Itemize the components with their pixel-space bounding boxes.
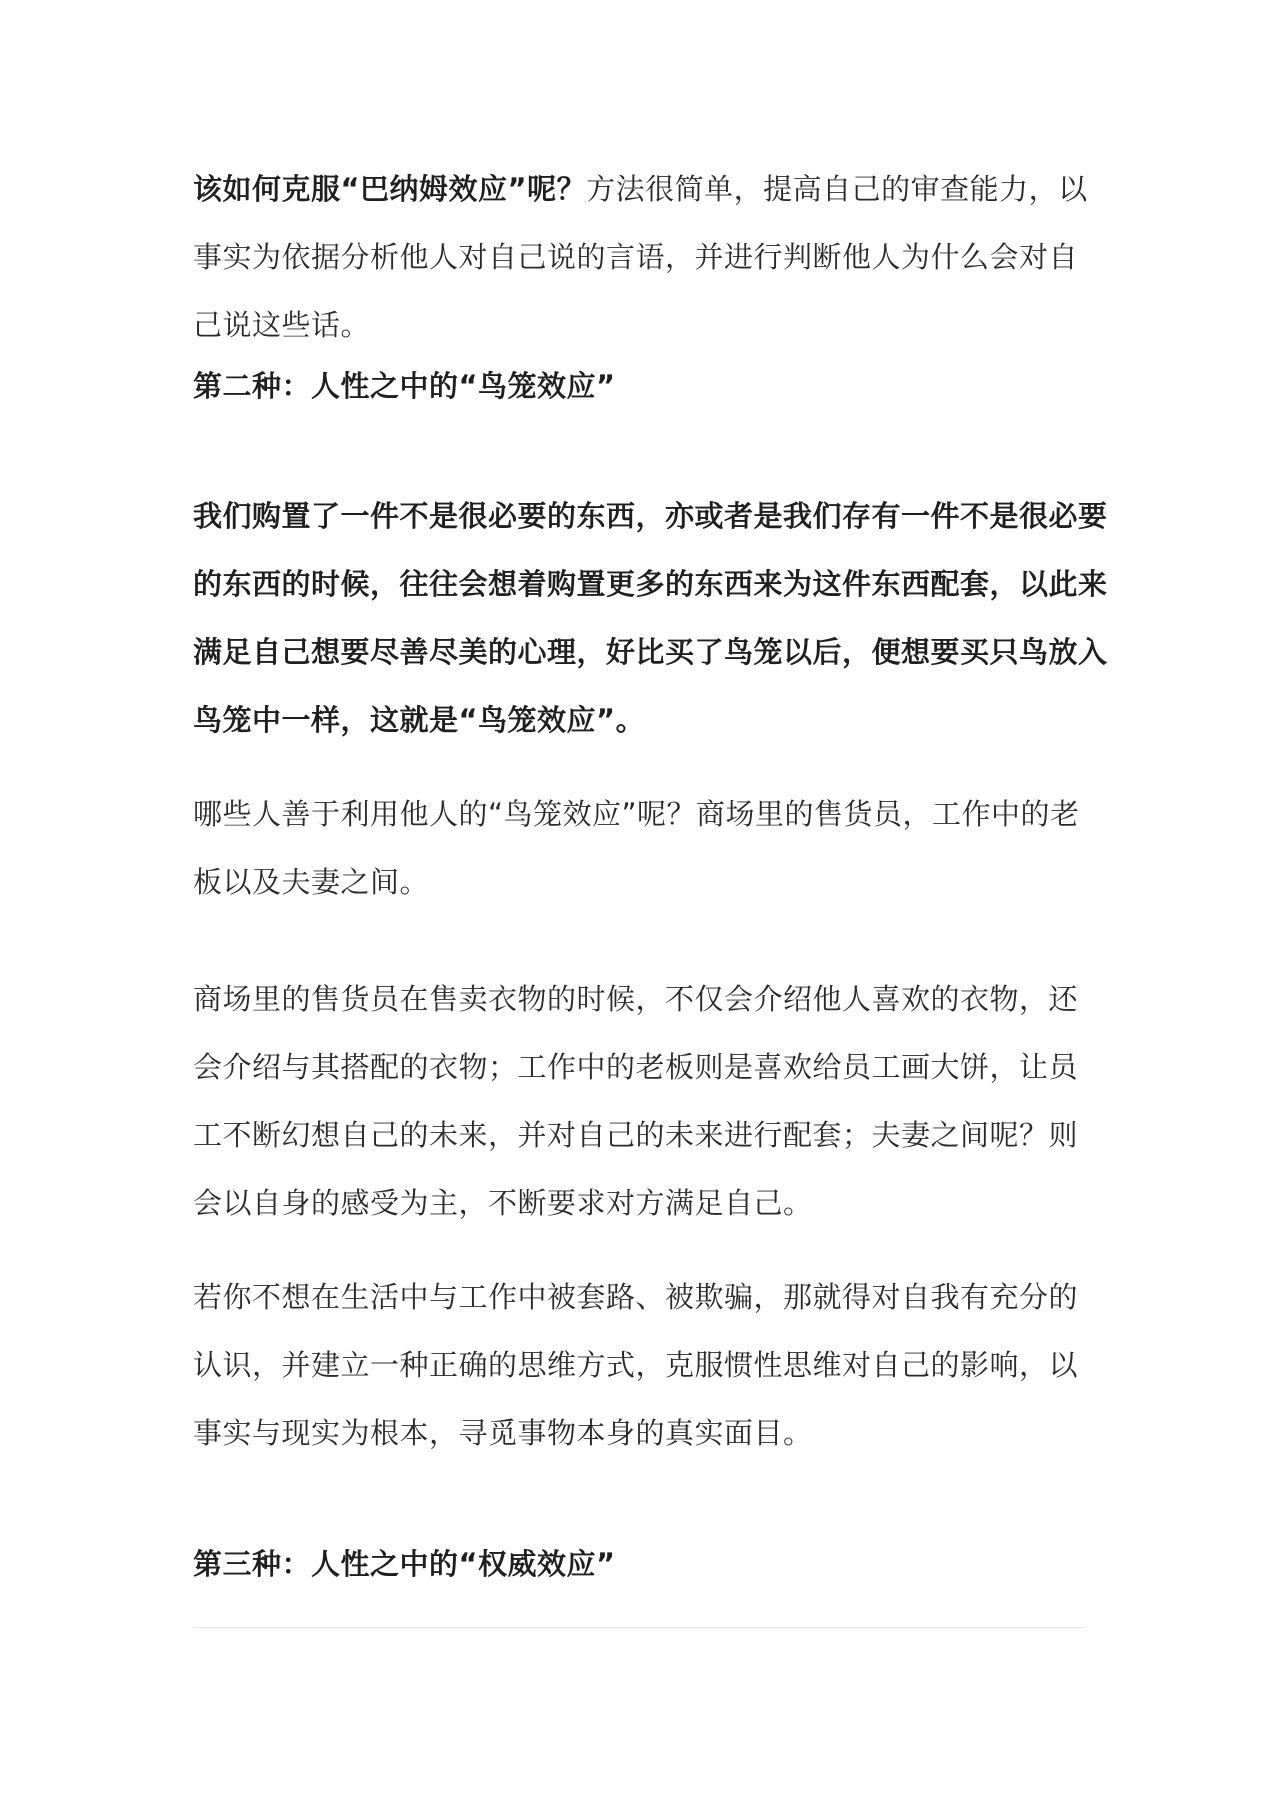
paragraph-barnum-remedy [193, 155, 1088, 359]
paragraph-line: 的东西的时候，往往会想着购置更多的东西来为这件东西配套，以此来 [193, 567, 1108, 601]
paragraph-line: 认识，并建立一种正确的思维方式，克服惯性思维对自己的影响，以 [193, 1348, 1079, 1382]
paragraph-line: 己说这些话。 [193, 308, 371, 342]
paragraph-line: 若你不想在生活中与工作中被套路、被欺骗，那就得对自我有充分的 [193, 1280, 1079, 1314]
paragraph-examples [193, 965, 1085, 1237]
paragraph-line: 板以及夫妻之间。 [193, 865, 430, 899]
paragraph-advice [193, 1263, 1085, 1467]
paragraph-line: 事实与现实为根本，寻觅事物本身的真实面目。 [193, 1416, 813, 1450]
paragraph-line [193, 155, 1088, 223]
paragraph-line: 会以自身的感受为主，不断要求对方满足自己。 [193, 1186, 813, 1220]
paragraph-birdcage-definition [193, 482, 1108, 754]
paragraph-who-uses [193, 780, 1085, 916]
paragraph-line: 商场里的售货员在售卖衣物的时候，不仅会介绍他人喜欢的衣物，还 [193, 982, 1079, 1016]
section-heading-2: 第二种：人性之中的“鸟笼效应” [193, 369, 616, 403]
paragraph-line: 鸟笼中一样，这就是“鸟笼效应”。 [193, 703, 646, 737]
paragraph-line: 工不断幻想自己的未来，并对自己的未来进行配套；夫妻之间呢？则 [193, 1118, 1079, 1152]
paragraph-line: 事实为依据分析他人对自己说的言语，并进行判断他人为什么会对自 [193, 240, 1079, 274]
paragraph-line: 满足自己想要尽善尽美的心理，好比买了鸟笼以后，便想要买只鸟放入 [193, 635, 1108, 669]
paragraph-line: 我们购置了一件不是很必要的东西，亦或者是我们存有一件不是很必要 [193, 499, 1108, 533]
section-heading-3: 第三种：人性之中的“权威效应” [193, 1547, 616, 1581]
line-text: 方法很简单，提高自己的审查能力，以 [586, 172, 1088, 206]
paragraph-line: 哪些人善于利用他人的“鸟笼效应”呢？商场里的售货员，工作中的老 [193, 797, 1080, 831]
paragraph-line: 会介绍与其搭配的衣物；工作中的老板则是喜欢给员工画大饼，让员 [193, 1050, 1079, 1084]
bold-question: 该如何克服“巴纳姆效应”呢？ [193, 172, 587, 206]
bottom-divider [193, 1627, 1085, 1628]
